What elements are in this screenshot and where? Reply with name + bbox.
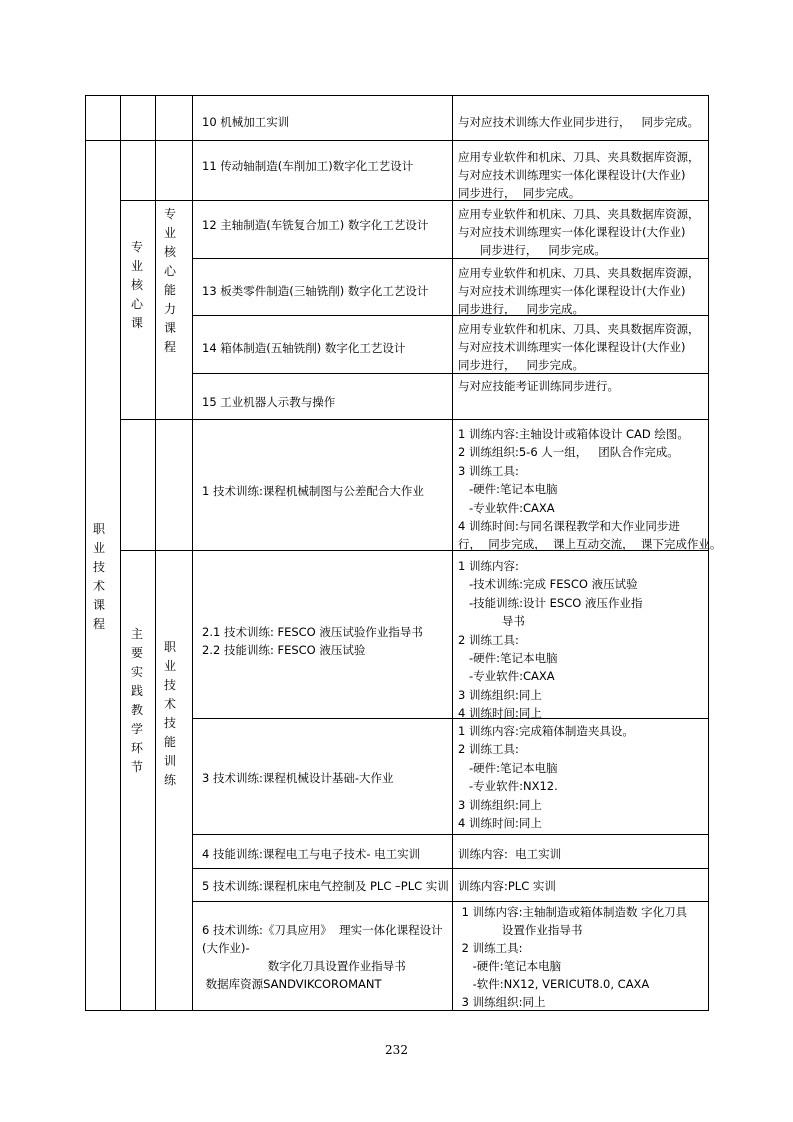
training-requirement [458, 264, 700, 318]
requirement-line: 同步进行， 同步完成。 [458, 243, 606, 257]
course-name-line: 数据库资源SANDVIKCOROMANT [202, 977, 382, 991]
category-label-skill-training: 职业技术技能训练 [163, 640, 176, 787]
requirement-line: -专业软件:CAXA [458, 500, 555, 515]
requirement-line: 应用专业软件和机床、刀具、夹具数据库资源， [458, 207, 700, 221]
requirement-line: 2 训练工具: [458, 742, 519, 757]
course-name [202, 282, 428, 300]
requirement-line: 4 训练时间:同上 [458, 706, 542, 721]
requirement-line: 与对应技术训练理实一体化课程设计(大作业) [458, 340, 686, 354]
course-name-line: 10 机械加工实训 [202, 115, 290, 129]
requirement-line: -硬件:笔记本电脑 [458, 959, 562, 973]
category-label-practice-teaching: 主要实践教学环节 [130, 627, 143, 774]
course-name-line: 14 箱体制造(五轴铣削) 数字化工艺设计 [202, 341, 406, 355]
requirement-line: 训练内容:PLC 实训 [458, 879, 556, 893]
course-name-line: 4 技能训练:课程电工与电子技术- 电工实训 [202, 847, 421, 861]
course-name [202, 113, 289, 131]
requirement-line: 训练内容: 电工实训 [458, 847, 562, 861]
course-name-line: 2.2 技能训练: FESCO 液压试验 [202, 643, 366, 657]
course-name [202, 216, 428, 234]
requirement-line: 行， 同步完成， 课上互动交流， 课下完成作业。 [458, 537, 722, 552]
course-name-line: 13 板类零件制造(三轴铣削) 数字化工艺设计 [202, 284, 429, 298]
training-requirement [458, 320, 700, 374]
course-name-line: 5 技术训练:课程机床电气控制及 PLC –PLC 实训 [202, 879, 449, 893]
training-requirement [458, 722, 634, 832]
requirement-line: 同步进行， 同步完成。 [458, 358, 584, 372]
requirement-line: -软件:NX12, VERICUT8.0, CAXA [458, 977, 650, 991]
requirement-line: 1 训练内容:完成箱体制造夹具设。 [458, 724, 634, 738]
category-label-vocational-courses: 职业技术课程 [92, 522, 105, 631]
table-border [85, 95, 86, 1011]
requirement-line: 与对应技术训练理实一体化课程设计(大作业) [458, 225, 686, 239]
requirement-line: 2 训练组织:5-6 人一组， 团队合作完成。 [458, 445, 679, 460]
table-border [192, 834, 709, 835]
course-name [202, 921, 443, 993]
table-border [85, 95, 709, 96]
training-requirement [458, 425, 721, 554]
requirement-line: 3 训练组织:同上 [458, 687, 542, 702]
requirement-line: -专业软件:NX12. [458, 779, 558, 794]
training-requirement [458, 148, 700, 202]
requirement-line: 与对应技术训练理实一体化课程设计(大作业) [458, 284, 686, 298]
requirement-line: 2 训练工具: [458, 941, 523, 955]
requirement-line: 4 训练时间:与同名课程教学和大作业同步进 [458, 519, 680, 534]
requirement-line: 应用专业软件和机床、刀具、夹具数据库资源， [458, 266, 700, 280]
requirement-line: 同步进行， 同步完成。 [458, 186, 581, 200]
course-name-line: 11 传动轴制造(车削加工)数字化工艺设计 [202, 159, 414, 173]
course-name-line: 数字化刀具设置作业指导书 [202, 959, 406, 973]
requirement-line: 应用专业软件和机床、刀具、夹具数据库资源， [458, 322, 700, 336]
course-name-line: 12 主轴制造(车铣复合加工) 数字化工艺设计 [202, 218, 429, 232]
training-requirement [458, 113, 699, 131]
course-name [202, 157, 413, 175]
requirement-line: -专业软件:CAXA [458, 669, 555, 684]
requirement-line: 1 训练内容:主轴设计或箱体设计 CAD 绘图。 [458, 427, 689, 441]
requirement-line: 3 训练工具: [458, 463, 519, 478]
course-name [202, 845, 420, 863]
table-border [155, 95, 156, 1011]
requirement-line: -硬件:笔记本电脑 [458, 482, 558, 497]
table-border [452, 95, 453, 1011]
table-border [120, 95, 121, 1011]
course-name [202, 482, 424, 500]
page-number: 232 [385, 1043, 408, 1057]
requirement-line: 3 训练组织:同上 [458, 797, 542, 812]
category-label-core-ability-courses: 专业核心能力课程 [163, 207, 176, 354]
course-name-line: 3 技术训练:课程机械设计基础-大作业 [202, 771, 394, 785]
requirement-line: 导书 [458, 614, 525, 629]
requirement-line: 设置作业指导书 [458, 923, 583, 937]
requirement-line: 2 训练工具: [458, 632, 519, 647]
requirement-line: -硬件:笔记本电脑 [458, 760, 558, 775]
training-requirement [458, 557, 642, 723]
requirement-line: 1 训练内容:主轴制造或箱体制造数 字化刀具 [458, 905, 688, 919]
requirement-line: -硬件:笔记本电脑 [458, 651, 558, 666]
table-border [192, 95, 193, 1011]
training-requirement [458, 377, 619, 395]
requirement-line: -技能训练:设计 ESCO 液压作业指 [458, 595, 643, 610]
training-requirement [458, 205, 700, 259]
requirement-line: 与对应技能考证训练同步进行。 [458, 379, 619, 393]
table-border [120, 419, 709, 420]
course-name-line: 15 工业机器人示教与操作 [202, 395, 336, 409]
requirement-line: 与对应技术训练大作业同步进行， 同步完成。 [458, 115, 699, 129]
requirement-line: 应用专业软件和机床、刀具、夹具数据库资源， [458, 150, 700, 164]
requirement-line: 3 训练组织:同上 [458, 995, 546, 1009]
requirement-line: 同步进行， 同步完成。 [458, 302, 584, 316]
category-label-core-courses: 专业核心课 [130, 240, 143, 330]
course-name [202, 769, 394, 787]
course-name-line: 1 技术训练:课程机械制图与公差配合大作业 [202, 484, 424, 498]
requirement-line: 4 训练时间:同上 [458, 816, 542, 831]
requirement-line: 1 训练内容: [458, 559, 519, 573]
course-name [202, 623, 423, 659]
table-border [192, 901, 709, 902]
requirement-line: -技术训练:完成 FESCO 液压试验 [458, 577, 638, 592]
course-name [202, 393, 335, 411]
course-name [202, 877, 449, 895]
course-name-line: 2.1 技术训练: FESCO 液压试验作业指导书 [202, 625, 423, 639]
course-name-line: (大作业)- [202, 941, 250, 955]
training-requirement [458, 903, 687, 1011]
course-name-line: 6 技术训练:《刀具应用》 理实一体化课程设计 [202, 923, 443, 937]
table-border [85, 140, 709, 141]
training-requirement [458, 877, 556, 895]
training-requirement [458, 845, 561, 863]
table-border [192, 868, 709, 869]
requirement-line: 与对应技术训练理实一体化课程设计(大作业) [458, 168, 686, 182]
course-name [202, 339, 405, 357]
